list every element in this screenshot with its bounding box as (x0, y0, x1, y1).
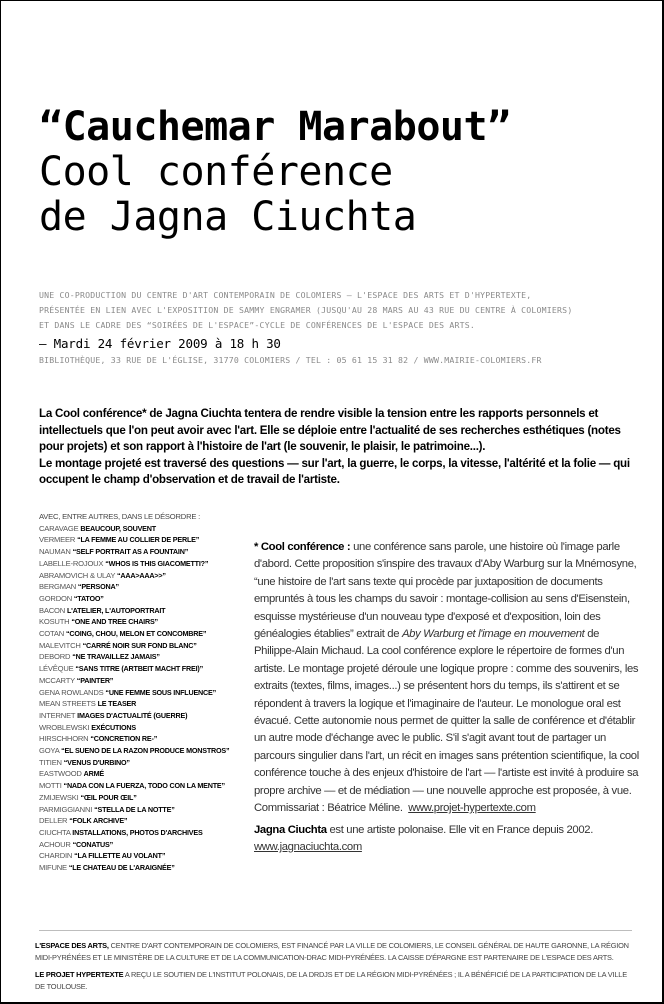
credits-block (39, 288, 639, 368)
artist-name: ACHOUR (39, 839, 71, 849)
credits-line: PRÉSENTÉE EN LIEN AVEC L'EXPOSITION DE SAMMY ENGRAMER (JUSQU'AU 28 MARS AU 43 RUE DU CENTRE À COLOMIERS) (39, 305, 573, 316)
artist-row (39, 640, 249, 652)
artist-row (39, 733, 249, 745)
artist-name: LÉVÊQUE (39, 664, 74, 674)
artist-work: “WHOS IS THIS GIACOMETTI?” (105, 558, 209, 568)
title-quote: “Cauchemar Marabout” (39, 104, 511, 150)
artist-name: COTAN (39, 629, 65, 639)
artist-row (39, 534, 249, 546)
title-subtitle: Cool conférence (39, 149, 393, 195)
credits-line: ET DANS LE CADRE DES “SOIRÉES DE L'ESPACE”-CYCLE DE CONFÉRENCES DE L'ESPACE DES ARTS. (39, 320, 475, 331)
book-title: Aby Warburg et l'image en mouvement (401, 628, 585, 641)
artist-work: “VENUS D'URBINO” (63, 757, 130, 767)
curator-link[interactable]: www.projet-hypertexte.com (408, 802, 536, 815)
intro-paragraph: Le montage projeté est traversé des questions — sur l'art, la guerre, le corps, la vitesse, l'altérité et la folie — qui occupent le champ d'observation et de travail de l'artiste. (39, 456, 630, 487)
artist-work: “STELLA DE LA NOTTE” (94, 804, 175, 814)
artist-row (39, 757, 249, 769)
intro-text (39, 406, 639, 489)
artist-name: PARMIGGIANNI (39, 804, 93, 814)
artist-name: KOSUTH (39, 617, 70, 627)
artist-row (39, 523, 249, 535)
title-artist: de Jagna Ciuchta (39, 194, 417, 240)
artist-work: “ONE AND TREE CHAIRS” (71, 617, 158, 627)
artist-work: “CARRÉ NOIR SUR FOND BLANC” (82, 640, 197, 650)
artist-row (39, 862, 249, 874)
artist-name: VERMEER (39, 535, 76, 545)
artist-name: BACON (39, 605, 66, 615)
artist-name: MCCARTY (39, 675, 75, 685)
artist-name: MEAN STREETS (39, 699, 96, 709)
artist-work: “FOLK ARCHIVE” (69, 816, 128, 826)
artist-work: INSTALLATIONS, PHOTOS D'ARCHIVES (72, 827, 203, 837)
artist-name: INTERNET (39, 710, 76, 720)
artist-work: “SELF PORTRAIT AS A FOUNTAIN” (72, 547, 189, 557)
artist-work: IMAGES D'ACTUALITÉ (GUERRE) (77, 710, 188, 720)
artist-row (39, 745, 249, 757)
artist-work: “PAINTER” (76, 675, 114, 685)
artist-row (39, 605, 249, 617)
artist-row (39, 558, 249, 570)
artist-row (39, 663, 249, 675)
artist-work: “AAA>AAA>>” (117, 570, 166, 580)
artist-name: CARAVAGE (39, 523, 79, 533)
artist-name: CHARDIN (39, 851, 73, 861)
poster-title (39, 105, 511, 240)
artist-work: “UNE FEMME SOUS INFLUENCE” (105, 687, 217, 697)
artist-name: EASTWOOD (39, 769, 82, 779)
credits-line: UNE CO-PRODUCTION DU CENTRE D'ART CONTEMPORAIN DE COLOMIERS – L'ESPACE DES ARTS ET D'HYPERTEXTE, (39, 290, 532, 300)
artist-name: MOTTI (39, 781, 62, 791)
artist-name: WROBLEWSKI (39, 722, 90, 732)
artist-work: “PERSONA” (77, 582, 119, 592)
curator-text: Commissariat : Béatrice Méline. (254, 802, 403, 815)
artist-work: “SANS TITRE (ARTBEIT MACHT FREI)” (75, 664, 203, 674)
artist-work: “NADA CON LA FUERZA, TODO CON LA MENTE” (63, 781, 225, 791)
artist-name: ABRAMOVICH & ULAY (39, 570, 116, 580)
artist-row (39, 675, 249, 687)
bio-name: Jagna Ciuchta (254, 823, 327, 836)
artist-work: “LA FEMME AU COLLIER DE PERLE” (77, 535, 200, 545)
intro-paragraph: La Cool conférence* de Jagna Ciuchta tentera de rendre visible la tension entre les rapports personnels et intellectuels que l'on peut avoir avec l'art. Elle se déploie entre l'actualité de ses recherches esthétiques (notes pour projets) et son rapport à l'histoire de l'art (le souvenir, le plaisir, le patrimoine...). (39, 407, 621, 454)
event-date: – Mardi 24 février 2009 à 18 h 30 (39, 335, 281, 351)
artist-row (39, 815, 249, 827)
artist-row (39, 698, 249, 710)
event-address: BIBLIOTHÈQUE, 33 RUE DE L'ÉGLISE, 31770 COLOMIERS / TEL : 05 61 15 31 82 / WWW.MAIRIE-COLOMIERS.FR (39, 354, 542, 365)
artist-name: MIFUNE (39, 863, 67, 873)
artist-work: “LE CHATEAU DE L'ARAIGNÉE” (68, 863, 175, 873)
notes-column (254, 539, 639, 856)
artist-row (39, 593, 249, 605)
footer-paragraph (35, 940, 635, 965)
artist-name: ZMIJEWSKI (39, 792, 79, 802)
artist-work: “CONATUS” (72, 839, 114, 849)
footer-divider (39, 930, 632, 931)
artist-list-heading: AVEC, ENTRE AUTRES, DANS LE DÉSORDRE : (39, 512, 201, 521)
artist-name: GOYA (39, 746, 60, 756)
artist-work: “COING, CHOU, MELON ET CONCOMBRE” (65, 629, 207, 639)
artist-row (39, 827, 249, 839)
artist-work: BEAUCOUP, SOUVENT (80, 523, 156, 533)
artist-work: ARMÉ (83, 769, 104, 779)
artist-row (39, 850, 249, 862)
artist-bio (254, 822, 639, 857)
artist-work: LE TEASER (97, 699, 137, 709)
notes-lead: * Cool conférence : (254, 541, 351, 553)
footer-text: CENTRE D'ART CONTEMPORAIN DE COLOMIERS, EST FINANCÉ PAR LA VILLE DE COLOMIERS, LE CONSEIL GÉNÉRAL DE HAUTE GARONNE, LA RÉGION MIDI-PYRÉNÉES ET LE MINISTÈRE DE LA CULTURE ET DE LA COMMUNICATION-DRAC MIDI-PYRÉNÉES. LA CAISSE D'ÉPARGNE EST PARTENAIRE DE L'ESPACE DES ARTS. (35, 941, 629, 963)
artist-work: “ŒIL POUR ŒIL” (80, 792, 137, 802)
artist-row (39, 546, 249, 558)
footer-lead: L'ESPACE DES ARTS, (35, 941, 109, 950)
artist-row (39, 839, 249, 851)
artist-name: GORDON (39, 593, 72, 603)
notes-paragraph (254, 539, 639, 800)
artist-work: “TATOO” (73, 593, 104, 603)
notes-text: une conférence sans parole, une histoire où l'image parle d'abord. Cette proposition s'inspire des travaux d'Aby Warburg sur la Mnémosyne, “une histoire de l'art sans texte qui procède par juxtaposition de documents empruntés à tous les champs du savoir : montage-collision au sens d'Eisenstein, esquisse mystérieuse d'un nouveau type d'exposé et d'exposition, loin des généalogies établies” extrait de (254, 541, 637, 641)
artist-work: “EL SUENO DE LA RAZON PRODUCE MONSTROS” (61, 746, 230, 756)
artist-name: HIRSCHHORN (39, 734, 89, 744)
footer-text: A REÇU LE SOUTIEN DE L'INSTITUT POLONAIS, DE LA DRDJS ET DE LA RÉGION MIDI-PYRÉNÉES ; IL A BÉNÉFICIÉ DE LA PARTICIPATION DE LA VILLE DE TOULOUSE. (35, 969, 627, 991)
artist-row (39, 710, 249, 722)
footer-paragraph (35, 969, 635, 994)
artist-name: DEBORD (39, 652, 71, 662)
notes-text: de Philippe-Alain Michaud. La cool conférence explore le répertoire de formes d'un artiste. Le montage projeté déroule une logique propre : comme des souvenirs, les extraits (textes, films, images...) se présentent hors du temps, ils s'attirent et se répondent à travers la logique et l'imaginaire de l'auteur. Le monologue oral est évacué. Cette autonomie nous permet de quitter la salle de conférence et d'établir un autre mode d'échange avec le public. S'il s'agit avant tout de partager un parcours singulier dans l'art, un récit en images sans prétention scientifique, la cool conférence touche à des enjeux d'histoire de l'art — l'artiste est invité à produire sa propre archive — et de médiation — une nouvelle approche est proposée, à vue. (254, 628, 639, 797)
bio-text: est une artiste polonaise. Elle vit en France depuis 2002. (326, 823, 594, 836)
artist-name: LABELLE-ROJOUX (39, 558, 104, 568)
artist-work: L'ATELIER, L'AUTOPORTRAIT (66, 605, 166, 615)
artist-row (39, 792, 249, 804)
artist-row (39, 581, 249, 593)
artist-list (39, 511, 249, 874)
artist-work: “CONCRETION RE-” (90, 734, 158, 744)
artist-row (39, 780, 249, 792)
artist-row (39, 628, 249, 640)
artist-name: CIUCHTA (39, 827, 71, 837)
artist-row (39, 687, 249, 699)
footer-lead: LE PROJET HYPERTEXTE (35, 969, 124, 979)
curator-line (254, 800, 639, 817)
artist-row (39, 616, 249, 628)
artist-row (39, 768, 249, 780)
artist-work: “NE TRAVAILLEZ JAMAIS” (72, 652, 160, 662)
footer (35, 940, 635, 993)
artist-row (39, 651, 249, 663)
artist-row (39, 570, 249, 582)
artist-work: EXÉCUTIONS (91, 722, 136, 732)
artist-name: BERGMAN (39, 582, 76, 592)
artist-name: MALEVITCH (39, 640, 81, 650)
artist-row (39, 722, 249, 734)
artist-name: NAUMAN (39, 547, 71, 557)
artist-website-link[interactable]: www.jagnaciuchta.com (254, 840, 362, 853)
artist-work: “LA FILLETTE AU VOLANT” (74, 851, 166, 861)
artist-row (39, 804, 249, 816)
artist-name: GENA ROWLANDS (39, 687, 104, 697)
artist-name: TITIEN (39, 757, 62, 767)
artist-name: DELLER (39, 816, 68, 826)
